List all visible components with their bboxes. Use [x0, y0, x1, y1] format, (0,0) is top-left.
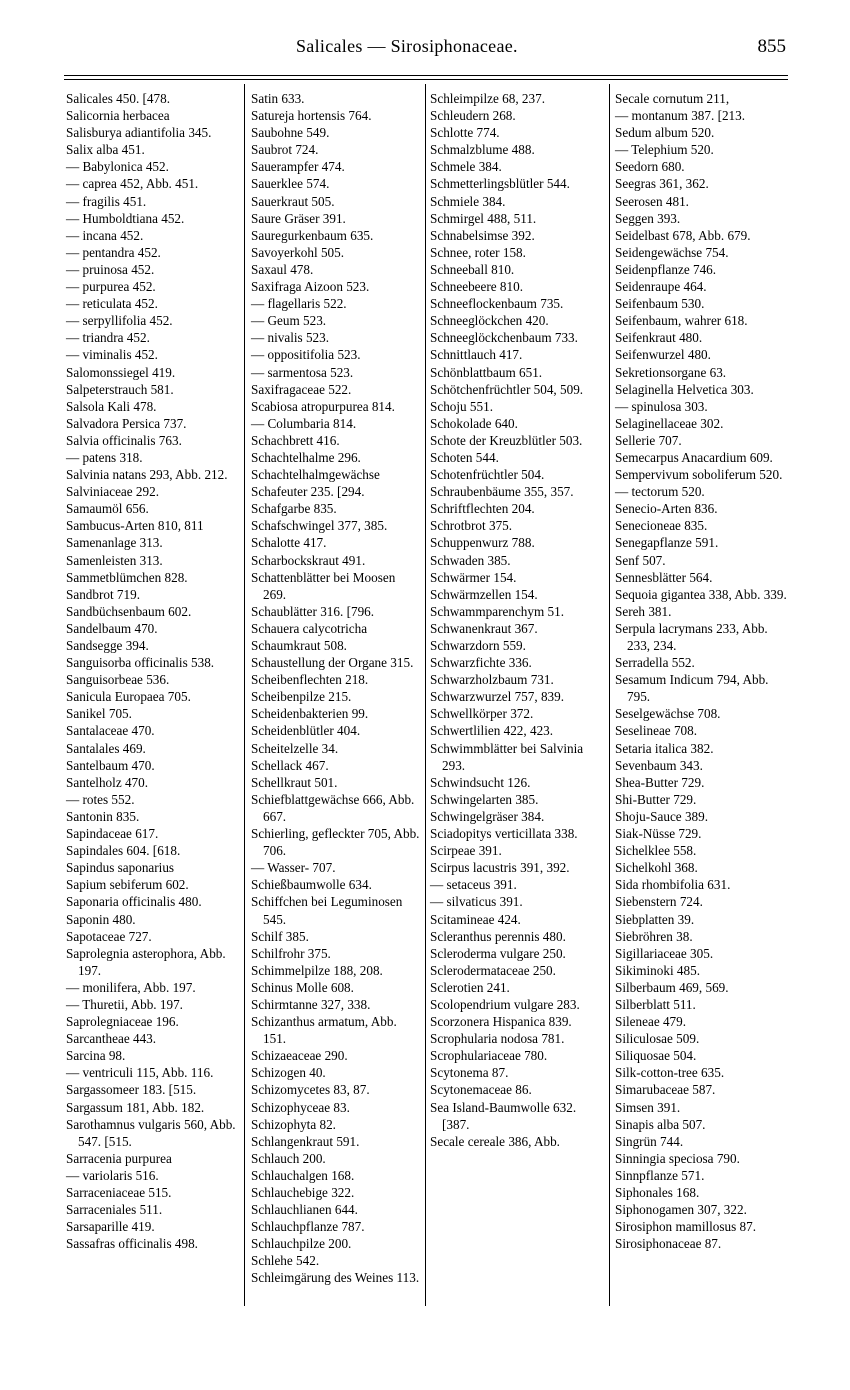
index-entry: Schaustellung der Organe 315.: [251, 655, 414, 671]
index-entry: Saprolegniaceae 196.: [66, 1014, 179, 1030]
index-entry: Seidengewächse 754.: [615, 244, 729, 260]
index-entry: Sida rhombifolia 631.: [615, 877, 731, 893]
index-entry: — flagellaris 522.: [251, 296, 347, 312]
index-entry: Schötchenfrüchtler 504, 509.: [430, 381, 584, 397]
index-entry: Schizanthus armatum, Abb. 151.: [251, 1014, 397, 1047]
index-entry: Samenleisten 313.: [66, 552, 163, 568]
index-entry: Savoyerkohl 505.: [251, 244, 345, 260]
index-entry: — Columbaria 814.: [251, 415, 357, 431]
index-entry: Sanguisorbeae 536.: [66, 672, 170, 688]
index-entry: Sennesblätter 564.: [615, 569, 713, 585]
index-entry: Schafschwingel 377, 385.: [251, 518, 388, 534]
index-entry: — pruinosa 452.: [66, 261, 155, 277]
index-entry: Scharbockskraut 491.: [251, 552, 366, 568]
index-entry: Salix alba 451.: [66, 142, 145, 158]
index-entry: Schilf 385.: [251, 928, 309, 944]
index-entry: — Geum 523.: [251, 313, 327, 329]
index-entry: Salpeterstrauch 581.: [66, 381, 174, 397]
index-entry: Schlauchalgen 168.: [251, 1167, 355, 1183]
index-entry: Sereh 381.: [615, 603, 672, 619]
index-entry: Saponin 480.: [66, 911, 136, 927]
index-entry: Simsen 391.: [615, 1099, 681, 1115]
index-entry: Sinningia speciosa 790.: [615, 1150, 740, 1166]
header-rule-top: [64, 75, 788, 76]
index-entry: Schafgarbe 835.: [251, 501, 337, 517]
index-entry: Scitamineae 424.: [430, 911, 521, 927]
index-entry: Saxifragaceae 522.: [251, 381, 352, 397]
running-title: Salicales — Sirosiphonaceae.: [296, 36, 518, 56]
index-entry: Schönblattbaum 651.: [430, 364, 543, 380]
index-entry: — Wasser- 707.: [251, 860, 336, 876]
index-entry: Seggen 393.: [615, 210, 681, 226]
page-number: 855: [757, 36, 786, 57]
index-entry: Scabiosa atropurpurea 814.: [251, 398, 395, 414]
index-entry: Schlauchpilze 200.: [251, 1236, 352, 1252]
index-entry: Seifenbaum, wahrer 618.: [615, 313, 748, 329]
index-entry: Schimmelpilze 188, 208.: [251, 962, 383, 978]
index-entry: Santelholz 470.: [66, 774, 149, 790]
index-entry: Saubrot 724.: [251, 142, 319, 158]
index-entry: Schlehe 542.: [251, 1253, 320, 1269]
index-entry: Sesamum Indicum 794, Abb. 795.: [615, 672, 769, 705]
index-entry: Schiffchen bei Leguminosen 545.: [251, 894, 403, 927]
index-entry: Siebenstern 724.: [615, 894, 703, 910]
index-entry: Scleranthus perennis 480.: [430, 928, 566, 944]
index-entry: Schlauchlianen 644.: [251, 1202, 358, 1218]
index-entry: Salvadora Persica 737.: [66, 415, 187, 431]
index-entry: Schachbrett 416.: [251, 432, 340, 448]
index-entry: Schwertlilien 422, 423.: [430, 723, 554, 739]
index-entry: Schinus Molle 608.: [251, 979, 354, 995]
index-entry: Scirpeae 391.: [430, 843, 502, 859]
index-entry: Sapindus saponarius: [66, 860, 175, 876]
index-entry: Singrün 744.: [615, 1133, 684, 1149]
index-entry: Scheidenblütler 404.: [251, 723, 361, 739]
index-entry: Seegras 361, 362.: [615, 176, 709, 192]
index-entry: Schoten 544.: [430, 449, 499, 465]
index-entry: — Humboldtiana 452.: [66, 210, 185, 226]
index-entry: Scirpus lacustris 391, 392.: [430, 860, 570, 876]
index-entry: Schwammparenchym 51.: [430, 603, 565, 619]
index-entry: Santalales 469.: [66, 740, 146, 756]
index-entry: Schrotbrot 375.: [430, 518, 513, 534]
index-entry: Senecio-Arten 836.: [615, 501, 718, 517]
index-entry: Sirosiphonaceae 87.: [615, 1236, 722, 1252]
index-entry: Schlangenkraut 591.: [251, 1133, 360, 1149]
index-entry: Sekretionsorgane 63.: [615, 364, 727, 380]
index-entry: Santonin 835.: [66, 808, 140, 824]
column-divider: [244, 84, 245, 1306]
index-entry: Schwimmblätter bei Salvinia 293.: [430, 740, 584, 773]
index-entry: Siak-Nüsse 729.: [615, 826, 702, 842]
index-entry: — caprea 452, Abb. 451.: [66, 176, 199, 192]
index-entry: Sellerie 707.: [615, 432, 682, 448]
index-entry: Schote der Kreuzblütler 503.: [430, 432, 583, 448]
index-entry: Schießbaumwolle 634.: [251, 877, 372, 893]
index-entry: Schraubenbäume 355, 357.: [430, 484, 574, 500]
index-entry: Scheibenpilze 215.: [251, 689, 352, 705]
index-entry: Schirmtanne 327, 338.: [251, 996, 371, 1012]
index-entry: Sempervivum soboliferum 520.: [615, 467, 783, 483]
index-entry: Silberbaum 469, 569.: [615, 979, 729, 995]
index-entry: Schmalzblume 488.: [430, 142, 535, 158]
index-entry: Sapium sebiferum 602.: [66, 877, 189, 893]
index-entry: Scheitelzelle 34.: [251, 740, 339, 756]
index-entry: Seidenpflanze 746.: [615, 261, 717, 277]
index-entry: Salsola Kali 478.: [66, 398, 157, 414]
index-entry: Seidelbast 678, Abb. 679.: [615, 227, 751, 243]
index-entry: Sandbüchsenbaum 602.: [66, 603, 192, 619]
index-entry: Schmele 384.: [430, 159, 502, 175]
index-entry: Schiefblattgewächse 666, Abb. 667.: [251, 791, 415, 824]
index-entry: Scrophulariaceae 780.: [430, 1048, 548, 1064]
index-entry: Shea-Butter 729.: [615, 774, 705, 790]
index-entry: Silberblatt 511.: [615, 996, 696, 1012]
index-entry: Shoju-Sauce 389.: [615, 808, 709, 824]
index-entry: Scrophularia nodosa 781.: [430, 1031, 565, 1047]
column-divider: [609, 84, 610, 1306]
index-entry: Schizophyceae 83.: [251, 1099, 350, 1115]
index-entry: — pentandra 452.: [66, 244, 161, 260]
header-rule-bottom: [64, 79, 788, 80]
index-entry: Schattenblätter bei Moosen 269.: [251, 569, 396, 602]
index-entry: Scytonemaceae 86.: [430, 1082, 532, 1098]
index-entry: Sedum album 520.: [615, 125, 715, 141]
index-entry: Sauerklee 574.: [251, 176, 330, 192]
index-entry: Sigillariaceae 305.: [615, 945, 714, 961]
index-entry: — tectorum 520.: [615, 484, 705, 500]
index-entry: Sauregurkenbaum 635.: [251, 227, 374, 243]
index-entry: Siliculosae 509.: [615, 1031, 700, 1047]
index-entry: Sapindaceae 617.: [66, 826, 159, 842]
index-entry: Schuppenwurz 788.: [430, 535, 535, 551]
index-entry: Saxaul 478.: [251, 261, 314, 277]
index-entry: Schneeglöckchenbaum 733.: [430, 330, 578, 346]
index-entry: Siphonogamen 307, 322.: [615, 1202, 747, 1218]
index-entry: Serradella 552.: [615, 655, 695, 671]
index-entry: Seerosen 481.: [615, 193, 689, 209]
index-entry: Seselgewächse 708.: [615, 706, 721, 722]
index-entry: Secale cereale 386, Abb.: [430, 1133, 560, 1149]
index-entry: Salicales 450. [478.: [66, 91, 171, 106]
index-entry: Selaginella Helvetica 303.: [615, 381, 754, 397]
index-entry: Secale cornutum 211,: [615, 91, 730, 106]
index-entry: Schriftflechten 204.: [430, 501, 535, 517]
index-entry: — montanum 387. [213.: [615, 108, 746, 124]
index-entry: — reticulata 452.: [66, 296, 158, 312]
index-entry: — Babylonica 452.: [66, 159, 169, 175]
index-entry: Schizaeaceae 290.: [251, 1048, 348, 1064]
index-entry: Siebröhren 38.: [615, 928, 693, 944]
index-entry: Schokolade 640.: [430, 415, 518, 431]
index-entry: Sapotaceae 727.: [66, 928, 152, 944]
index-entry: Schmetterlingsblütler 544.: [430, 176, 570, 192]
index-entry: Sarcina 98.: [66, 1048, 126, 1064]
index-entry: Schwaden 385.: [430, 552, 511, 568]
index-entry: Schlotte 774.: [430, 125, 500, 141]
index-entry: Seifenwurzel 480.: [615, 347, 711, 363]
index-column-1: [66, 90, 238, 1252]
index-entry: — spinulosa 303.: [615, 398, 708, 414]
index-entry: Sarraceniales 511.: [66, 1202, 163, 1218]
index-entry: Schwingelgräser 384.: [430, 808, 545, 824]
index-entry: — ventriculi 115, Abb. 116.: [66, 1065, 214, 1081]
index-entry: Schizomycetes 83, 87.: [251, 1082, 370, 1098]
index-entry: Schnee, roter 158.: [430, 244, 526, 260]
index-entry: — rotes 552.: [66, 791, 135, 807]
index-entry: Schellkraut 501.: [251, 774, 338, 790]
index-entry: Sandelbaum 470.: [66, 620, 158, 636]
index-entry: Schlauchebige 322.: [251, 1185, 355, 1200]
index-entry: Sea Island-Baumwolle 632. [387.: [430, 1099, 577, 1132]
index-entry: Seedorn 680.: [615, 159, 685, 175]
index-entry: Schleimgärung des Weines 113.: [251, 1270, 420, 1286]
index-entry: Sichelkohl 368.: [615, 860, 698, 876]
index-entry: Santalaceae 470.: [66, 723, 155, 739]
index-entry: — setaceus 391.: [430, 877, 517, 893]
index-entry: Saprolegnia asterophora, Abb. 197.: [66, 945, 226, 978]
index-entry: Schizophyta 82.: [251, 1116, 336, 1132]
index-column-4: [615, 90, 791, 1252]
index-entry: — serpyllifolia 452.: [66, 313, 173, 329]
index-entry: Seselineae 708.: [615, 723, 698, 739]
index-entry: Sichelklee 558.: [615, 843, 697, 859]
index-entry: Schachtelhalme 296.: [251, 449, 361, 465]
index-entry: Simarubaceae 587.: [615, 1082, 716, 1098]
index-entry: Siebplatten 39.: [615, 911, 695, 927]
index-column-2: [251, 90, 421, 1287]
index-entry: Sclerotien 241.: [430, 979, 510, 995]
index-entry: Sarcantheae 443.: [66, 1031, 157, 1047]
index-entry: Schalotte 417.: [251, 535, 327, 551]
index-entry: Schauera calycotricha: [251, 620, 368, 636]
index-entry: Schneeball 810.: [430, 261, 515, 277]
index-entry: Setaria italica 382.: [615, 740, 714, 756]
index-entry: Sciadopitys verticillata 338.: [430, 826, 578, 842]
index-entry: — monilifera, Abb. 197.: [66, 979, 196, 995]
index-entry: Siphonales 168.: [615, 1185, 700, 1200]
index-entry: Schwellkörper 372.: [430, 706, 534, 722]
index-entry: Schwärmer 154.: [430, 569, 517, 585]
index-entry: Salicornia herbacea: [66, 108, 170, 124]
index-entry: Salisburya adiantifolia 345.: [66, 125, 212, 141]
index-entry: — silvaticus 391.: [430, 894, 523, 910]
index-entry: Satin 633.: [251, 91, 305, 106]
index-entry: Schlauch 200.: [251, 1150, 326, 1166]
column-divider: [425, 84, 426, 1306]
index-entry: Seifenkraut 480.: [615, 330, 703, 346]
index-entry: Schwärmzellen 154.: [430, 586, 538, 602]
index-entry: Serpula lacrymans 233, Abb. 233, 234.: [615, 620, 768, 653]
index-entry: Sassafras officinalis 498.: [66, 1236, 198, 1252]
index-entry: Scytonema 87.: [430, 1065, 509, 1081]
index-entry: Schwanenkraut 367.: [430, 620, 538, 636]
index-entry: Sauerampfer 474.: [251, 159, 345, 175]
index-entry: — patens 318.: [66, 449, 143, 465]
index-entry: Selaginellaceae 302.: [615, 415, 724, 431]
index-entry: — nivalis 523.: [251, 330, 330, 346]
index-entry: Samaumöl 656.: [66, 501, 149, 517]
index-entry: Schwindsucht 126.: [430, 774, 531, 790]
index-column-3: [430, 90, 604, 1150]
index-entry: Seifenbaum 530.: [615, 296, 705, 312]
index-entry: Sambucus-Arten 810, 811: [66, 518, 204, 534]
index-entry: Schizogen 40.: [251, 1065, 326, 1081]
index-entry: Shi-Butter 729.: [615, 791, 697, 807]
index-entry: Scolopendrium vulgare 283.: [430, 996, 580, 1012]
index-entry: Schilfrohr 375.: [251, 945, 331, 961]
index-entry: Sanikel 705.: [66, 706, 132, 722]
page-header: [0, 36, 850, 66]
index-entry: Senegapflanze 591.: [615, 535, 719, 551]
index-entry: Salviniaceae 292.: [66, 484, 160, 500]
index-entry: Semecarpus Anacardium 609.: [615, 449, 773, 465]
index-entry: Schneeglöckchen 420.: [430, 313, 549, 329]
index-entry: Santelbaum 470.: [66, 757, 155, 773]
index-entry: Sarsaparille 419.: [66, 1219, 155, 1235]
index-entry: Schoju 551.: [430, 398, 494, 414]
index-entry: Schwarzfichte 336.: [430, 655, 532, 671]
index-entry: Schnittlauch 417.: [430, 347, 523, 363]
index-entry: Sapindales 604. [618.: [66, 843, 181, 859]
index-entry: Satureja hortensis 764.: [251, 108, 372, 124]
index-entry: Schneeflockenbaum 735.: [430, 296, 564, 312]
index-entry: Sargassum 181, Abb. 182.: [66, 1099, 205, 1115]
index-entry: Sandsegge 394.: [66, 638, 149, 653]
index-entry: Schwarzwurzel 757, 839.: [430, 689, 565, 705]
index-entry: — fragilis 451.: [66, 193, 147, 209]
index-entry: — purpurea 452.: [66, 279, 156, 295]
index-entry: Sandbrot 719.: [66, 586, 140, 602]
index-entry: Scheidenbakterien 99.: [251, 706, 369, 722]
index-entry: — triandra 452.: [66, 330, 150, 346]
index-entry: — Thuretii, Abb. 197.: [66, 996, 183, 1012]
index-entry: Siliquosae 504.: [615, 1048, 697, 1064]
index-entry: Schafeuter 235. [294.: [251, 484, 365, 500]
index-entry: Schwingelarten 385.: [430, 791, 539, 807]
index-entry: Schnabelsimse 392.: [430, 227, 535, 243]
index-entry: Schmiele 384.: [430, 193, 506, 209]
index-entry: Schmirgel 488, 511.: [430, 210, 537, 226]
index-entry: Schneebeere 810.: [430, 279, 524, 295]
index-entry: Sileneae 479.: [615, 1014, 687, 1030]
index-entry: Schierling, gefleckter 705, Abb. 706.: [251, 826, 420, 859]
index-entry: Sanguisorba officinalis 538.: [66, 655, 215, 671]
index-entry: Scleroderma vulgare 250.: [430, 945, 566, 961]
index-entry: Schotenfrüchtler 504.: [430, 467, 545, 483]
index-entry: Schwarzdorn 559.: [430, 638, 526, 653]
index-entry: Sirosiphon mamillosus 87.: [615, 1219, 757, 1235]
index-entry: Saure Gräser 391.: [251, 210, 346, 226]
index-entry: — incana 452.: [66, 227, 144, 243]
index-entry: Sarraceniaceae 515.: [66, 1185, 172, 1200]
index-entry: Sinnpflanze 571.: [615, 1167, 705, 1183]
index-entry: Sikiminoki 485.: [615, 962, 700, 978]
index-entry: Sauerkraut 505.: [251, 193, 335, 209]
index-entry: Schlauchpflanze 787.: [251, 1219, 365, 1235]
index-entry: Saxifraga Aizoon 523.: [251, 279, 370, 295]
index-entry: — Telephium 520.: [615, 142, 714, 158]
index-entry: Silk-cotton-tree 635.: [615, 1065, 725, 1081]
index-entry: Schaumkraut 508.: [251, 638, 347, 653]
index-entry: Salvia officinalis 763.: [66, 432, 182, 448]
index-entry: Sammetblümchen 828.: [66, 569, 188, 585]
index-entry: — variolaris 516.: [66, 1167, 159, 1183]
index-entry: — oppositifolia 523.: [251, 347, 361, 363]
index-entry: Senf 507.: [615, 552, 666, 568]
index-entry: Sclerodermataceae 250.: [430, 962, 556, 978]
index-entry: Sevenbaum 343.: [615, 757, 703, 773]
index-entry: Seidenraupe 464.: [615, 279, 707, 295]
index-entry: Sinapis alba 507.: [615, 1116, 706, 1132]
index-entry: Saponaria officinalis 480.: [66, 894, 202, 910]
index-entry: Sarothamnus vulgaris 560, Abb. 547. [515.: [66, 1116, 236, 1149]
index-entry: Salvinia natans 293, Abb. 212.: [66, 467, 228, 483]
index-entry: — sarmentosa 523.: [251, 364, 354, 380]
index-entry: Saubohne 549.: [251, 125, 330, 141]
index-entry: Schwarzholzbaum 731.: [430, 672, 554, 688]
index-entry: Schaublätter 316. [796.: [251, 603, 375, 619]
index-entry: Salomonssiegel 419.: [66, 364, 176, 380]
index-entry: Senecioneae 835.: [615, 518, 708, 534]
index-entry: Samenanlage 313.: [66, 535, 163, 551]
index-entry: Schellack 467.: [251, 757, 329, 773]
index-entry: Sargassomeer 183. [515.: [66, 1082, 197, 1098]
index-entry: Sequoia gigantea 338, Abb. 339.: [615, 586, 787, 602]
index-entry: — viminalis 452.: [66, 347, 158, 363]
index-entry: Scheibenflechten 218.: [251, 672, 369, 688]
index-entry: Sarracenia purpurea: [66, 1150, 172, 1166]
index-entry: Scorzonera Hispanica 839.: [430, 1014, 572, 1030]
index-entry: Schleudern 268.: [430, 108, 516, 124]
index-entry: Schleimpilze 68, 237.: [430, 91, 546, 106]
index-entry: Schachtelhalmgewächse: [251, 467, 380, 483]
index-entry: Sanicula Europaea 705.: [66, 689, 191, 705]
